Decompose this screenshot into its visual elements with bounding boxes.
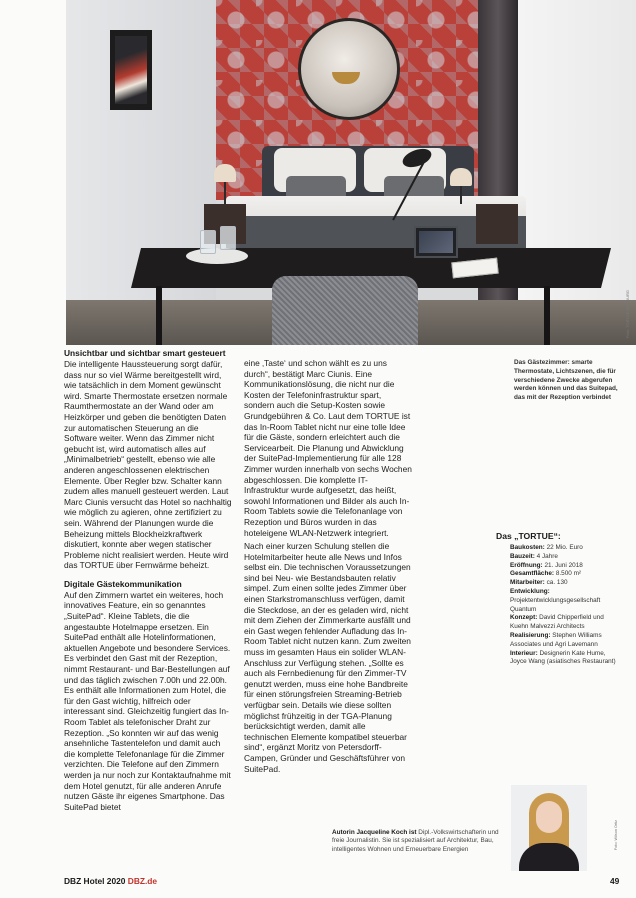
curtain <box>478 0 518 345</box>
fact-value: 4 Jahre <box>536 552 558 560</box>
wall-art <box>115 36 147 104</box>
body-paragraph: Die intelligente Haussteuerung sorgt dafür, dass nur so viel Wärme bereitgestellt wird, wie tatsächlich in dem Moment gewünscht wird. Smarte Thermostate ersetzen normale Raumthermostate an der Wand oder am Heizkörper und geben die benötigten Daten zur automatischen Steuerung an die Software weiter. Wenn das Zimmer nicht gebucht ist, wird automatisch alles auf „Minimalbetrieb“ gestellt, ebenso wie alle anderen angeschlossenen elektrischen Elemente. Über Regler bzw. Schalter kann zudem alles manuell gesteuert werden. Laut Marc Ciunis versucht das Hotel so nachhaltig wie möglich zu agieren, ohne zertifiziert zu sein. Während der Planungen wurde die Beheizung mittels Blockheizkraftwerk diskutiert, konnte aber wegen statischer Probleme nicht realisiert werden. Heute wird das TORTUE über Fernwärme beheizt. <box>64 359 232 571</box>
body-paragraph: Nach einer kurzen Schulung stellen die Hotelmitarbeiter heute alle News und Infos selbst ein. Die technischen Voraussetzungen sind bei Neu- wie Bestandsbauten relativ simpel. Zum einen sollte jedes Zimmer über einen Starkstromanschluss verfügen, damit die Steckdose, an der es geladen wird, nicht mit dem Ziehen der Zimmerkarte ausfällt und ein Gast wegen fehlender Aufladung das In-Room Tablet nicht nutzen kann. Zum zweiten muss im gesamten Haus ein solider WLAN-Anschluss zur Verfügung stehen. „Sollte es auch als Fernbedienung für den Zimmer-TV genutzt werden, muss eine hohe Bandbreite für einen störungsfreien Streaming-Betrieb verfügbar sein. Details wie diese sollten möglichst frühzeitig in der TGA-Planung berücksichtigt werden, damit alle technischen Elemente kompatibel steuerbar sind“, ergänzt Moritz von Petersdorff-Campen, Gründer und Geschäftsführer von SuitePad. <box>244 541 411 774</box>
fact-row <box>496 579 622 588</box>
fact-row <box>496 614 622 632</box>
fact-label: Bauzeit: <box>510 552 535 560</box>
fact-row <box>496 588 622 614</box>
suitepad-tablet <box>414 226 458 258</box>
body-paragraph: eine ‚Taste‘ und schon wählt es zu uns durch“, bestätigt Marc Ciunis. Eine Kommunikationslösung, die nicht nur die Kosten der Telefoninfrastruktur spart, sondern auch die Setup-Kosten sowie Grundgebühren & Co. Laut dem TORTUE ist das In-Room Tablet nicht nur eine tolle Idee für die Gäste, sondern erleichtert auch die Servicearbeit. Die Planung und Abwicklung der SuitePad-Implementierung für alle 128 Zimmer wurden innerhalb von sechs Wochen abgeschlossen. Die komplette IT-Infrastruktur wurde aufgesetzt, das heißt, sowohl Informationen und Bilder als auch In-Room Tablets sowie die Telefonanlage von Rezeption und Büros wurden in das hoteleigene WLAN-Netzwerk integriert. <box>244 358 412 538</box>
page-number: 49 <box>610 876 620 886</box>
fact-value: ca. 130 <box>546 579 568 587</box>
fact-value: Projektentwicklungsgesellschaft Quantum <box>510 596 601 613</box>
fact-label: Konzept: <box>510 614 538 622</box>
fact-value: 21. Juni 2018 <box>544 561 583 569</box>
fact-row <box>496 570 622 579</box>
fact-label: Entwicklung: <box>510 587 550 595</box>
portrait-photo-credit: Foto: Wilson Ortiz <box>614 820 618 851</box>
fact-row <box>496 553 622 562</box>
serving-tray <box>186 248 248 264</box>
fact-row <box>496 632 622 650</box>
fact-label: Baukosten: <box>510 544 545 551</box>
section-heading: Digitale Gästekommunikation <box>64 578 182 589</box>
hotel-room-photo <box>66 0 636 345</box>
author-portrait <box>511 785 587 871</box>
fact-label: Gesamtfläche: <box>510 570 555 578</box>
article-column-2 <box>244 358 412 774</box>
photo-credit: Foto: TORTUE HAMBURG <box>625 290 630 339</box>
desk-leg-left <box>156 286 162 345</box>
fact-row <box>496 562 622 571</box>
fact-value: Stephen Williams Associates und Agri Lavemann <box>510 631 602 648</box>
author-bio: Dipl.-Volkswirtschafterin und freie Journalistin. Sie ist spezialisiert auf Architektur, Bau, intelligentes Wohnen und Erneuerbare Energien <box>332 829 499 853</box>
bedside-lamp-right <box>450 168 472 186</box>
author-name: Autorin Jacqueline Koch ist <box>332 829 417 836</box>
magazine-website[interactable]: DBZ.de <box>127 876 158 886</box>
fact-box-title: Das „TORTUE“: <box>496 531 561 541</box>
fact-box-rows <box>496 544 622 667</box>
tablet-screen <box>419 231 453 253</box>
glass <box>200 230 216 254</box>
portrait-face <box>536 801 562 833</box>
lamp-stand-left <box>224 182 226 204</box>
fact-label: Interieur: <box>510 649 538 657</box>
bedside-lamp-left <box>214 164 236 182</box>
lamp-stand-right <box>460 186 462 204</box>
author-note <box>332 829 508 854</box>
desk-chair <box>272 276 418 345</box>
fact-box <box>496 531 622 667</box>
fact-value: David Chipperfield und Kuehn Malvezzi Architects <box>510 614 604 631</box>
page-footer <box>64 876 157 886</box>
fact-value: 22 Mio. Euro <box>546 544 583 551</box>
fact-row <box>496 650 622 668</box>
article-column-1 <box>64 348 232 812</box>
section-heading: Unsichtbar und sichtbar smart gesteuert <box>64 348 226 358</box>
fact-row <box>496 544 622 553</box>
round-mirror <box>298 18 400 120</box>
fact-value: 8.500 m² <box>555 570 582 578</box>
fact-label: Realisierung: <box>510 631 551 639</box>
portrait-body <box>519 843 579 871</box>
body-paragraph: Auf den Zimmern wartet ein weiteres, hoch innovatives Feature, ein so genanntes „SuitePad“. Kleine Tablets, die die angestaubte Hotelmappe ersetzen. Ein SuitePad enthält alle Hotelinformationen, aktuellen Angebote und besondere Services. Es verbindet den Gast mit der Rezeption, nimmt Restaurant- und Bar-Bestellungen auf und das täglich zwischen 7.00h und 22.00h. Es enthält alle Informationen zum Hotel, die für den Gast wichtig, hilfreich oder interessant sind. Gleichzeitig fungiert das In-Room Tablet als telefonischer Draht zur Rezeption. „So konnten wir auf das wenig ansehnliche Tastentelefon und damit auch die komplette Telefonanlage für die Zimmer verzichten. Die Telefone auf den Zimmern werden ja nur noch zur Kontaktaufnahme mit dem Hotel genutzt, für alle anderen Anrufe nutzen Gäste ihr eigenes Smartphone. Das SuitePad bietet <box>64 589 231 812</box>
fact-label: Eröffnung: <box>510 561 543 569</box>
magazine-name: DBZ Hotel 2020 <box>64 876 126 886</box>
desk-leg-right <box>544 286 550 345</box>
wall-art-frame <box>110 30 152 110</box>
window <box>518 0 636 345</box>
nightstand-right <box>476 204 518 244</box>
fact-label: Mitarbeiter: <box>510 579 545 587</box>
glass <box>220 226 236 250</box>
fact-value: Designerin Kate Hume, Joyce Wang (asiatisches Restaurant) <box>510 649 616 666</box>
photo-caption: Das Gästezimmer: smarte Thermostate, Lichtszenen, die für verschiedene Zwecke abgerufen werden können und das Suitepad, das mit der Rezeption verbindet <box>514 359 618 402</box>
